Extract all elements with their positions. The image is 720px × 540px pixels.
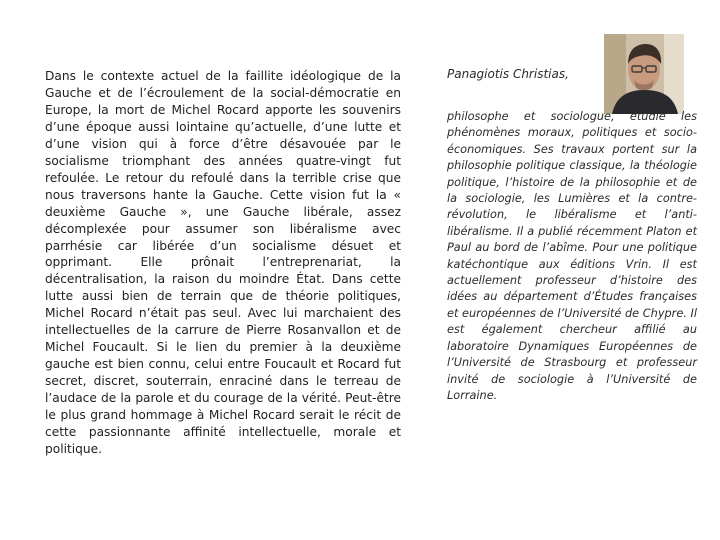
author-bio: philosophe et sociologue, étudie les phénomènes moraux, politiques et socio-économiques. Ses travaux portent sur la philosophie politique classique, la théologie politique, l’histoire de la philosophie et de la sociologie, les Lumières et la contre-révolution, le libéralisme et l’anti-libéralisme. Il a publié récemment Platon et Paul au bord de l’abîme. Pour une politique katéchontique aux éditions Vrin. Il est actuellement professeur d’histoire des idées au département d’Études françaises et européennes de l’Université de Chypre. Il est également chercheur affilié au laboratoire Dynamiques Européennes de l’Université de Strasbourg et professeur invité de sociologie à l’Université de Lorraine.: [447, 110, 697, 402]
author-name: Panagiotis Christias,: [447, 67, 569, 81]
author-photo: [604, 34, 684, 114]
article-text: Dans le contexte actuel de la faillite idéologique de la Gauche et de l’écroulement de la social-démocratie en Europe, la mort de Michel Rocard apporte les souvenirs d’une époque aussi lointaine qu’actuelle, d’une lutte et d’une vision qui à force d’être désavouée par le socialisme triomphant des années quatre-vingt fut refoulée. Le retour du refoulé dans la terrible crise que nous traversons hante la Gauche. Cette vision fut la « deuxième Gauche », une Gauche libérale, assez décomplexée pour assumer son libéralisme avec parrhésie car libérée d’un socialisme désuet et opprimant. Elle prônait l’entreprenariat, la décentralisation, la raison du moindre État. Dans cette lutte aussi bien de terrain que de théorie politiques, Michel Rocard n’était pas seul. Avec lui marchaient des intellectuelles de la carrure de Pierre Rosanvallon et de Michel Foucault. Si le lien du premier à la deuxième gauche est bien connu, celui entre Foucault et Rocard fut secret, discret, souterrain, enraciné dans le terreau de l’audace de la parole et du courage de la vérité. Peut-être le plus grand hommage à Michel Rocard serait le récit de cette passionnante affinité intellectuelle, morale et politique.: [45, 69, 401, 456]
